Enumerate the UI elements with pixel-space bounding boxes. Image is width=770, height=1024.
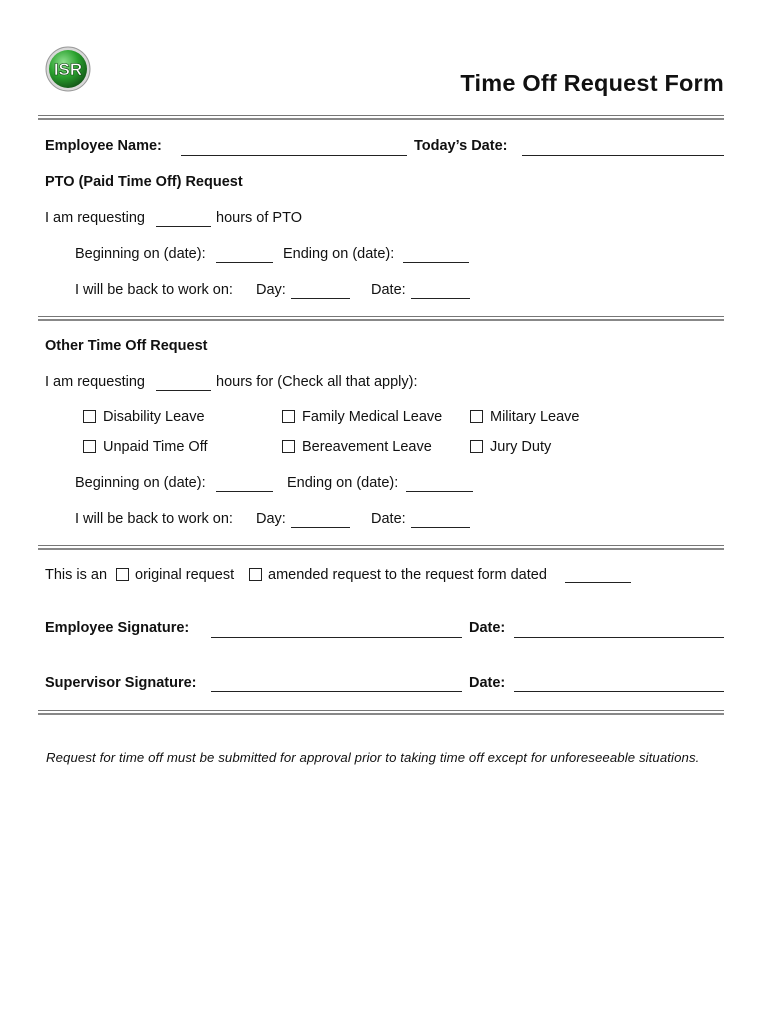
unpaid-time-off-label: Unpaid Time Off bbox=[103, 439, 208, 455]
pto-hours-field[interactable] bbox=[156, 226, 211, 227]
supervisor-signature-date-label: Date: bbox=[469, 675, 506, 691]
bereavement-leave-checkbox[interactable] bbox=[282, 440, 295, 453]
amended-request-label: amended request to the request form dated bbox=[268, 567, 547, 583]
other-day-field[interactable] bbox=[291, 527, 350, 528]
pto-day-label: Day: bbox=[256, 282, 286, 298]
unpaid-time-off-checkbox[interactable] bbox=[83, 440, 96, 453]
footer-note: Request for time off must be submitted for approval prior to taking time off except for unforeseeable situations. bbox=[46, 750, 700, 765]
request-type-prefix: This is an bbox=[45, 567, 108, 583]
other-day-label: Day: bbox=[256, 511, 286, 527]
supervisor-signature-field[interactable] bbox=[211, 691, 462, 692]
employee-signature-date-field[interactable] bbox=[514, 637, 724, 638]
employee-signature-label: Employee Signature: bbox=[45, 620, 190, 636]
form-title: Time Off Request Form bbox=[460, 70, 724, 96]
jury-duty-checkbox[interactable] bbox=[470, 440, 483, 453]
other-beginning-field[interactable] bbox=[216, 491, 273, 492]
original-request-label: original request bbox=[135, 567, 235, 583]
disability-leave-label: Disability Leave bbox=[103, 409, 205, 425]
other-divider bbox=[38, 545, 724, 550]
pto-day-field[interactable] bbox=[291, 298, 350, 299]
isr-logo bbox=[45, 46, 91, 92]
pto-requesting-suffix: hours of PTO bbox=[216, 210, 302, 226]
amended-request-checkbox[interactable] bbox=[249, 568, 262, 581]
pto-heading: PTO (Paid Time Off) Request bbox=[45, 174, 243, 190]
signature-divider bbox=[38, 710, 724, 715]
other-date-field[interactable] bbox=[411, 527, 470, 528]
todays-date-label: Today’s Date: bbox=[414, 138, 508, 154]
other-beginning-label: Beginning on (date): bbox=[75, 475, 206, 491]
employee-name-label: Employee Name: bbox=[45, 138, 162, 154]
jury-duty-label: Jury Duty bbox=[490, 439, 552, 455]
header-divider bbox=[38, 115, 724, 120]
employee-name-field[interactable] bbox=[181, 155, 407, 156]
todays-date-field[interactable] bbox=[522, 155, 724, 156]
amended-date-field[interactable] bbox=[565, 582, 631, 583]
employee-signature-field[interactable] bbox=[211, 637, 462, 638]
other-requesting-prefix: I am requesting bbox=[45, 374, 145, 390]
other-requesting-suffix: hours for (Check all that apply): bbox=[216, 374, 418, 390]
pto-requesting-prefix: I am requesting bbox=[45, 210, 145, 226]
bereavement-leave-label: Bereavement Leave bbox=[302, 439, 432, 455]
disability-leave-checkbox[interactable] bbox=[83, 410, 96, 423]
other-ending-label: Ending on (date): bbox=[287, 475, 399, 491]
original-request-checkbox[interactable] bbox=[116, 568, 129, 581]
pto-beginning-field[interactable] bbox=[216, 262, 273, 263]
family-medical-leave-label: Family Medical Leave bbox=[302, 409, 443, 425]
pto-back-label: I will be back to work on: bbox=[75, 282, 233, 298]
military-leave-checkbox[interactable] bbox=[470, 410, 483, 423]
svg-text:ISR: ISR bbox=[53, 60, 83, 79]
other-hours-field[interactable] bbox=[156, 390, 211, 391]
pto-beginning-label: Beginning on (date): bbox=[75, 246, 206, 262]
family-medical-leave-checkbox[interactable] bbox=[282, 410, 295, 423]
other-back-label: I will be back to work on: bbox=[75, 511, 233, 527]
pto-divider bbox=[38, 316, 724, 321]
pto-ending-field[interactable] bbox=[403, 262, 469, 263]
pto-date-field[interactable] bbox=[411, 298, 470, 299]
pto-ending-label: Ending on (date): bbox=[283, 246, 395, 262]
supervisor-signature-label: Supervisor Signature: bbox=[45, 675, 197, 691]
pto-date-label: Date: bbox=[371, 282, 406, 298]
other-date-label: Date: bbox=[371, 511, 406, 527]
employee-signature-date-label: Date: bbox=[469, 620, 506, 636]
supervisor-signature-date-field[interactable] bbox=[514, 691, 724, 692]
military-leave-label: Military Leave bbox=[490, 409, 580, 425]
other-ending-field[interactable] bbox=[406, 491, 473, 492]
other-heading: Other Time Off Request bbox=[45, 338, 208, 354]
